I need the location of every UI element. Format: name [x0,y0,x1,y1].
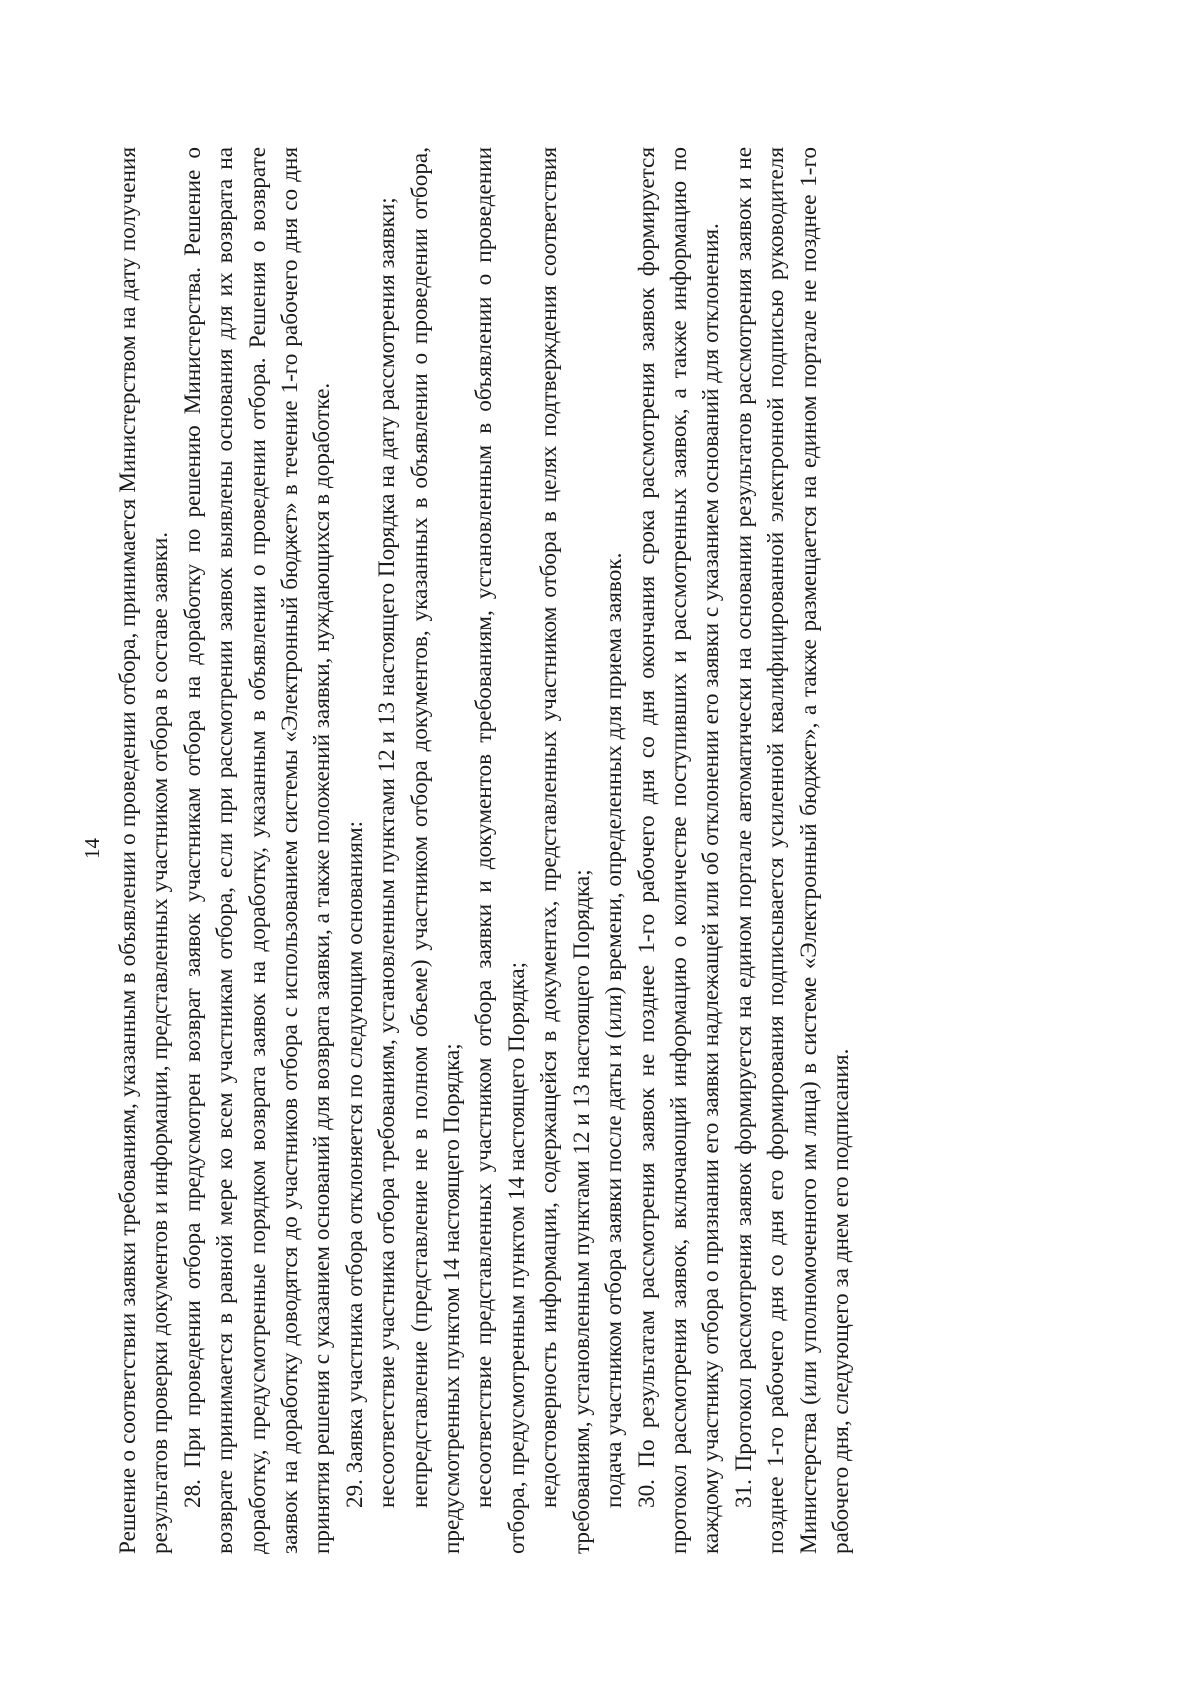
paragraph-31: 31. Протокол рассмотрения заявок формируется на едином портале автоматически на основании результатов рассмотрения заявок и не позднее 1-го рабочего дня со дня его формирования подписывается усиленной квалифицированной электронной подписью руководителя Министерства (или уполномоченного им лица) в системе «Электронный бюджет», а также размещается на едином портале не позднее 1-го рабочего дня, следующего за днем его подписания. [730,147,854,1554]
page-number: 14 [80,838,104,859]
rejection-ground-5: подача участником отбора заявки после даты и (или) времени, определенных для приема заявок. [601,552,628,1508]
rejection-ground-4: недостоверность информации, содержащейся в документах, представленных участником отбора в целях подтверждения соответствия требованиям, установленным пунктами 12 и 13 настоящего Порядка; [536,147,595,1554]
paragraph-decision: Решение о соответствии заявки требованиям, указанным в объявлении о проведении отбора, принимается Министерством на дату получения результатов проверки документов и информации, представленных участником отбора в составе заявки. [115,147,174,1554]
paragraph-29: 29. Заявка участника отбора отклоняется по следующим основаниям: [341,820,368,1508]
rejection-ground-2: непредставление (представление не в полном объеме) участником отбора документов, указанных в объявлении о проведении отбора, предусмотренных пунктом 14 настоящего Порядка; [406,147,466,1554]
rejection-ground-3: несоответствие представленных участником отбора заявки и документов требованиям, установленным в объявлении о проведении отбора, предусмотренным пунктом 14 настоящего Порядка; [471,147,530,1554]
rejection-ground-1: несоответствие участника отбора требованиям, установленным пунктами 12 и 13 настоящего Порядка на дату рассмотрения заявки; [374,197,401,1508]
body-text [112,147,857,1554]
paragraph-28: 28. При проведении отбора предусмотрен возврат заявок участникам отбора на доработку по решению Министерства. Решение о возврате принимается в равной мере ко всем участникам отбора, если при рассмотрении заявок выявлены основания для их возврата на доработку, предусмотренные порядком возврата заявок на доработку, указанным в объявлении о проведении отбора. Решения о возврате заявок на доработку доводятся до участников отбора с использованием системы «Электронный бюджет» в течение 1-го рабочего дня со дня принятия решения с указанием оснований для возврата заявки, а также положений заявки, нуждающихся в доработке. [179,147,336,1554]
paragraph-30: 30. По результатам рассмотрения заявок не позднее 1-го рабочего дня со дня окончания срока рассмотрения заявок формируется протокол рассмотрения заявок, включающий информацию о количестве поступивших и рассмотренных заявок, а также информацию по каждому участнику отбора о признании его заявки надлежащей или об отклонении его заявки с указанием оснований для отклонения. [633,147,725,1554]
